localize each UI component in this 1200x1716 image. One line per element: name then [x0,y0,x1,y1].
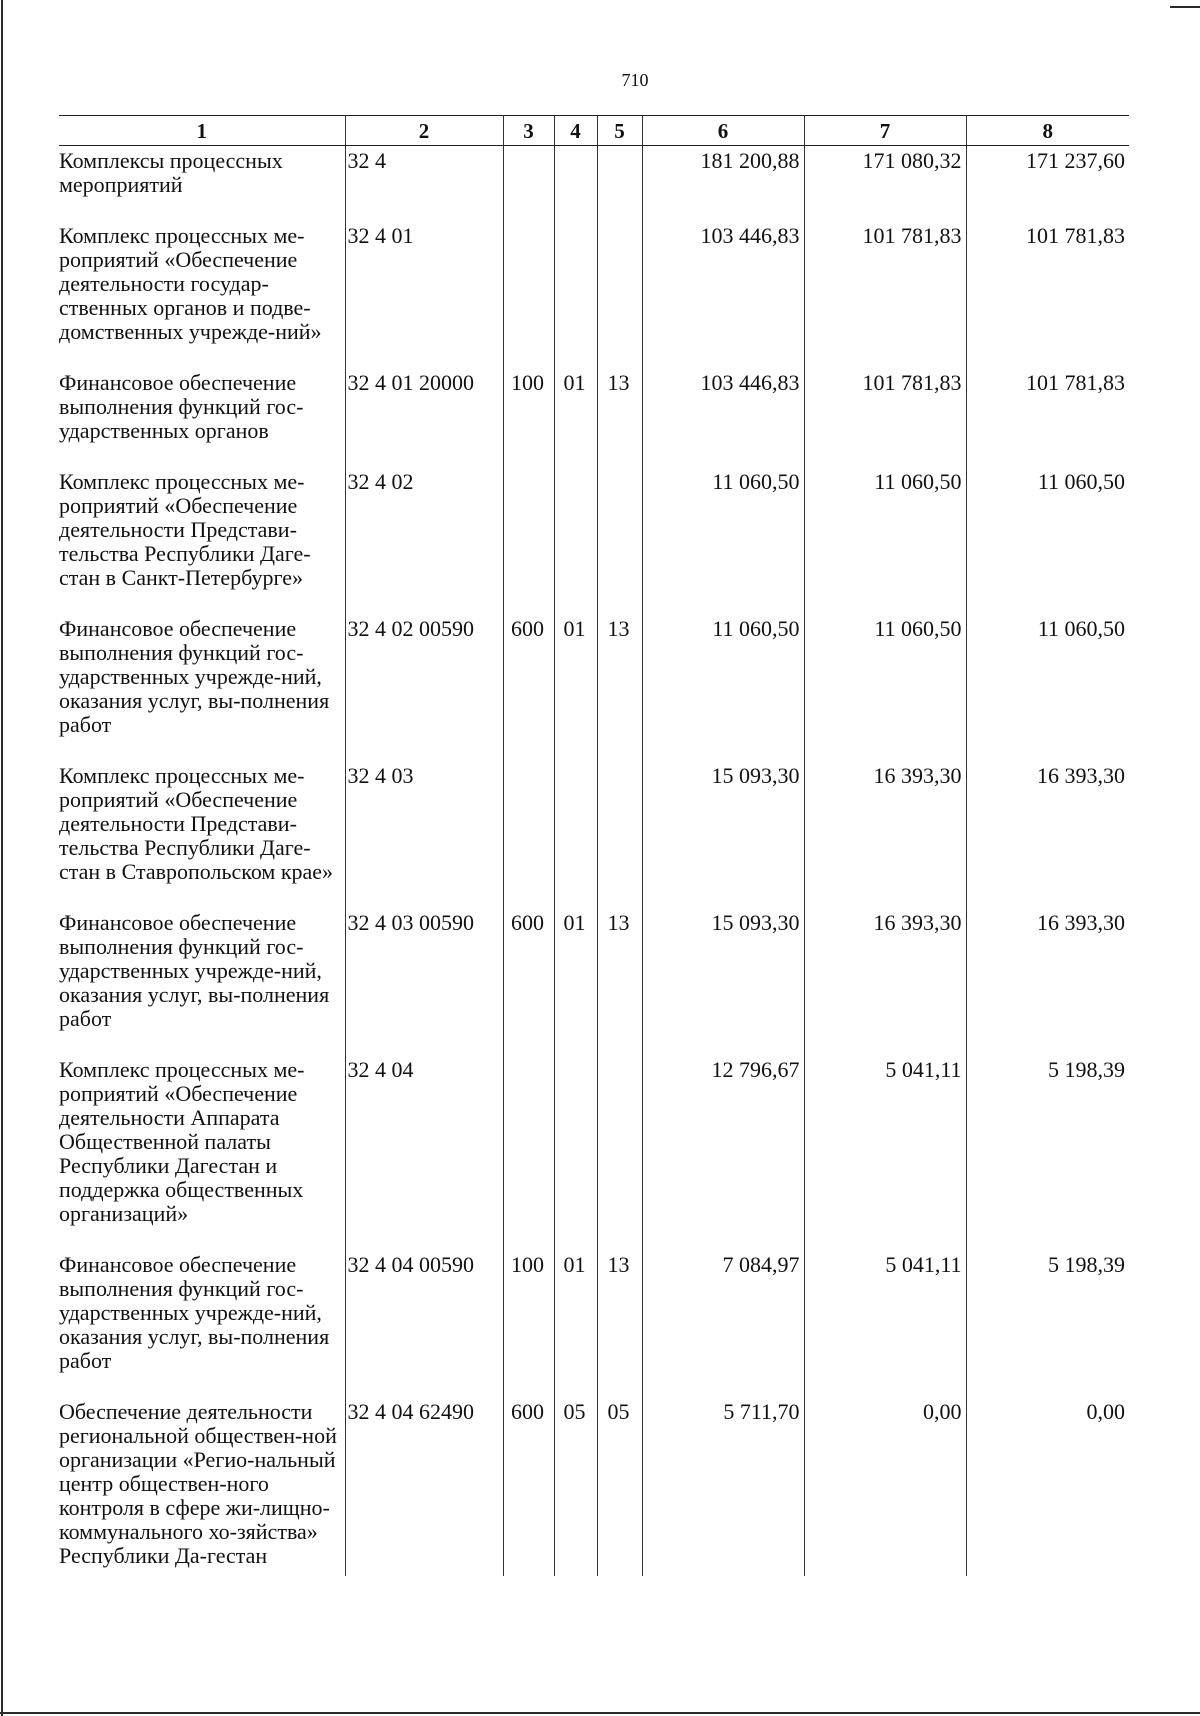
row-code: 32 4 03 [345,761,503,908]
row-value-7: 16 393,30 [804,908,966,1055]
row-rz [554,146,597,222]
row-name: Финансовое обеспечение выполнения функций гос-ударственных органов [59,368,345,467]
row-rz [554,1055,597,1250]
table-row [59,908,1129,1055]
row-value-6: 15 093,30 [642,761,804,908]
page-number: 710 [621,70,649,90]
row-rz: 01 [554,908,597,1055]
table-row [59,368,1129,467]
table-row [59,761,1129,908]
row-rz: 05 [554,1397,597,1576]
row-rz: 01 [554,368,597,467]
table-body [59,146,1129,1577]
row-value-8: 16 393,30 [966,761,1129,908]
row-vr: 600 [503,1397,554,1576]
row-vr: 600 [503,614,554,761]
row-value-7: 5 041,11 [804,1250,966,1397]
row-rz: 01 [554,1250,597,1397]
row-code: 32 4 01 20000 [345,368,503,467]
table-row [59,614,1129,761]
row-value-6: 103 446,83 [642,221,804,368]
row-code: 32 4 [345,146,503,222]
row-value-8: 5 198,39 [966,1250,1129,1397]
header-col-7: 7 [804,116,966,146]
table-row [59,146,1129,222]
row-pr: 13 [597,368,642,467]
row-vr [503,1055,554,1250]
row-value-8: 5 198,39 [966,1055,1129,1250]
row-vr: 100 [503,1250,554,1397]
header-col-5: 5 [597,116,642,146]
row-vr [503,761,554,908]
row-value-8: 101 781,83 [966,368,1129,467]
row-value-7: 16 393,30 [804,761,966,908]
row-name: Комплекс процессных ме-роприятий «Обеспечение деятельности Представи-тельства Республики Даге-стан в Ставропольском крае» [59,761,345,908]
row-value-8: 0,00 [966,1397,1129,1576]
row-code: 32 4 02 00590 [345,614,503,761]
row-value-6: 12 796,67 [642,1055,804,1250]
row-vr [503,221,554,368]
row-pr: 13 [597,908,642,1055]
table-row [59,1250,1129,1397]
scan-edge-bottom [0,1712,1200,1714]
header-col-8: 8 [966,116,1129,146]
row-name: Комплекс процессных ме-роприятий «Обеспечение деятельности Представи-тельства Республики Даге-стан в Санкт-Петербурге» [59,467,345,614]
table-row [59,1055,1129,1250]
header-col-4: 4 [554,116,597,146]
row-rz: 01 [554,614,597,761]
row-pr: 05 [597,1397,642,1576]
row-value-7: 0,00 [804,1397,966,1576]
row-code: 32 4 04 [345,1055,503,1250]
row-value-6: 15 093,30 [642,908,804,1055]
row-code: 32 4 04 00590 [345,1250,503,1397]
table-row [59,467,1129,614]
row-name: Обеспечение деятельности региональной обществен-ной организации «Регио-нальный центр обществен-ного контроля в сфере жи-лищно-коммунального хо-зяйства» Республики Да-гестан [59,1397,345,1576]
row-value-8: 11 060,50 [966,614,1129,761]
row-vr [503,467,554,614]
row-value-6: 11 060,50 [642,614,804,761]
table-row [59,1397,1129,1576]
row-name: Комплекс процессных ме-роприятий «Обеспечение деятельности Аппарата Общественной палаты Республики Дагестан и поддержка общественных организаций» [59,1055,345,1250]
row-name: Комплекс процессных ме-роприятий «Обеспечение деятельности государ-ственных органов и подве-домственных учрежде-ний» [59,221,345,368]
scan-edge-left [1,0,3,1716]
row-value-6: 11 060,50 [642,467,804,614]
row-vr: 100 [503,368,554,467]
row-code: 32 4 03 00590 [345,908,503,1055]
row-rz [554,221,597,368]
row-value-7: 101 781,83 [804,368,966,467]
row-pr [597,761,642,908]
row-value-7: 11 060,50 [804,614,966,761]
row-value-6: 5 711,70 [642,1397,804,1576]
row-name: Финансовое обеспечение выполнения функций гос-ударственных учрежде-ний, оказания услуг, вы-полнения работ [59,614,345,761]
row-value-8: 16 393,30 [966,908,1129,1055]
header-col-1: 1 [59,116,345,146]
table-header [59,116,1129,146]
header-col-3: 3 [503,116,554,146]
row-pr [597,146,642,222]
row-pr [597,467,642,614]
row-name: Финансовое обеспечение выполнения функций гос-ударственных учрежде-ний, оказания услуг, вы-полнения работ [59,908,345,1055]
row-value-8: 11 060,50 [966,467,1129,614]
row-value-6: 181 200,88 [642,146,804,222]
row-name: Финансовое обеспечение выполнения функций гос-ударственных учрежде-ний, оказания услуг, вы-полнения работ [59,1250,345,1397]
row-value-7: 5 041,11 [804,1055,966,1250]
row-vr [503,146,554,222]
row-pr [597,1055,642,1250]
budget-table [59,115,1129,1576]
row-value-8: 171 237,60 [966,146,1129,222]
row-code: 32 4 01 [345,221,503,368]
table-row [59,221,1129,368]
row-pr [597,221,642,368]
row-code: 32 4 04 62490 [345,1397,503,1576]
row-value-7: 11 060,50 [804,467,966,614]
header-col-6: 6 [642,116,804,146]
row-value-6: 7 084,97 [642,1250,804,1397]
row-value-8: 101 781,83 [966,221,1129,368]
row-value-7: 171 080,32 [804,146,966,222]
row-value-7: 101 781,83 [804,221,966,368]
row-rz [554,467,597,614]
row-vr: 600 [503,908,554,1055]
row-pr: 13 [597,614,642,761]
row-pr: 13 [597,1250,642,1397]
row-code: 32 4 02 [345,467,503,614]
header-col-2: 2 [345,116,503,146]
row-name: Комплексы процессных мероприятий [59,146,345,222]
row-rz [554,761,597,908]
header-row [59,116,1129,146]
scan-edge-top-right [1170,6,1200,8]
row-value-6: 103 446,83 [642,368,804,467]
